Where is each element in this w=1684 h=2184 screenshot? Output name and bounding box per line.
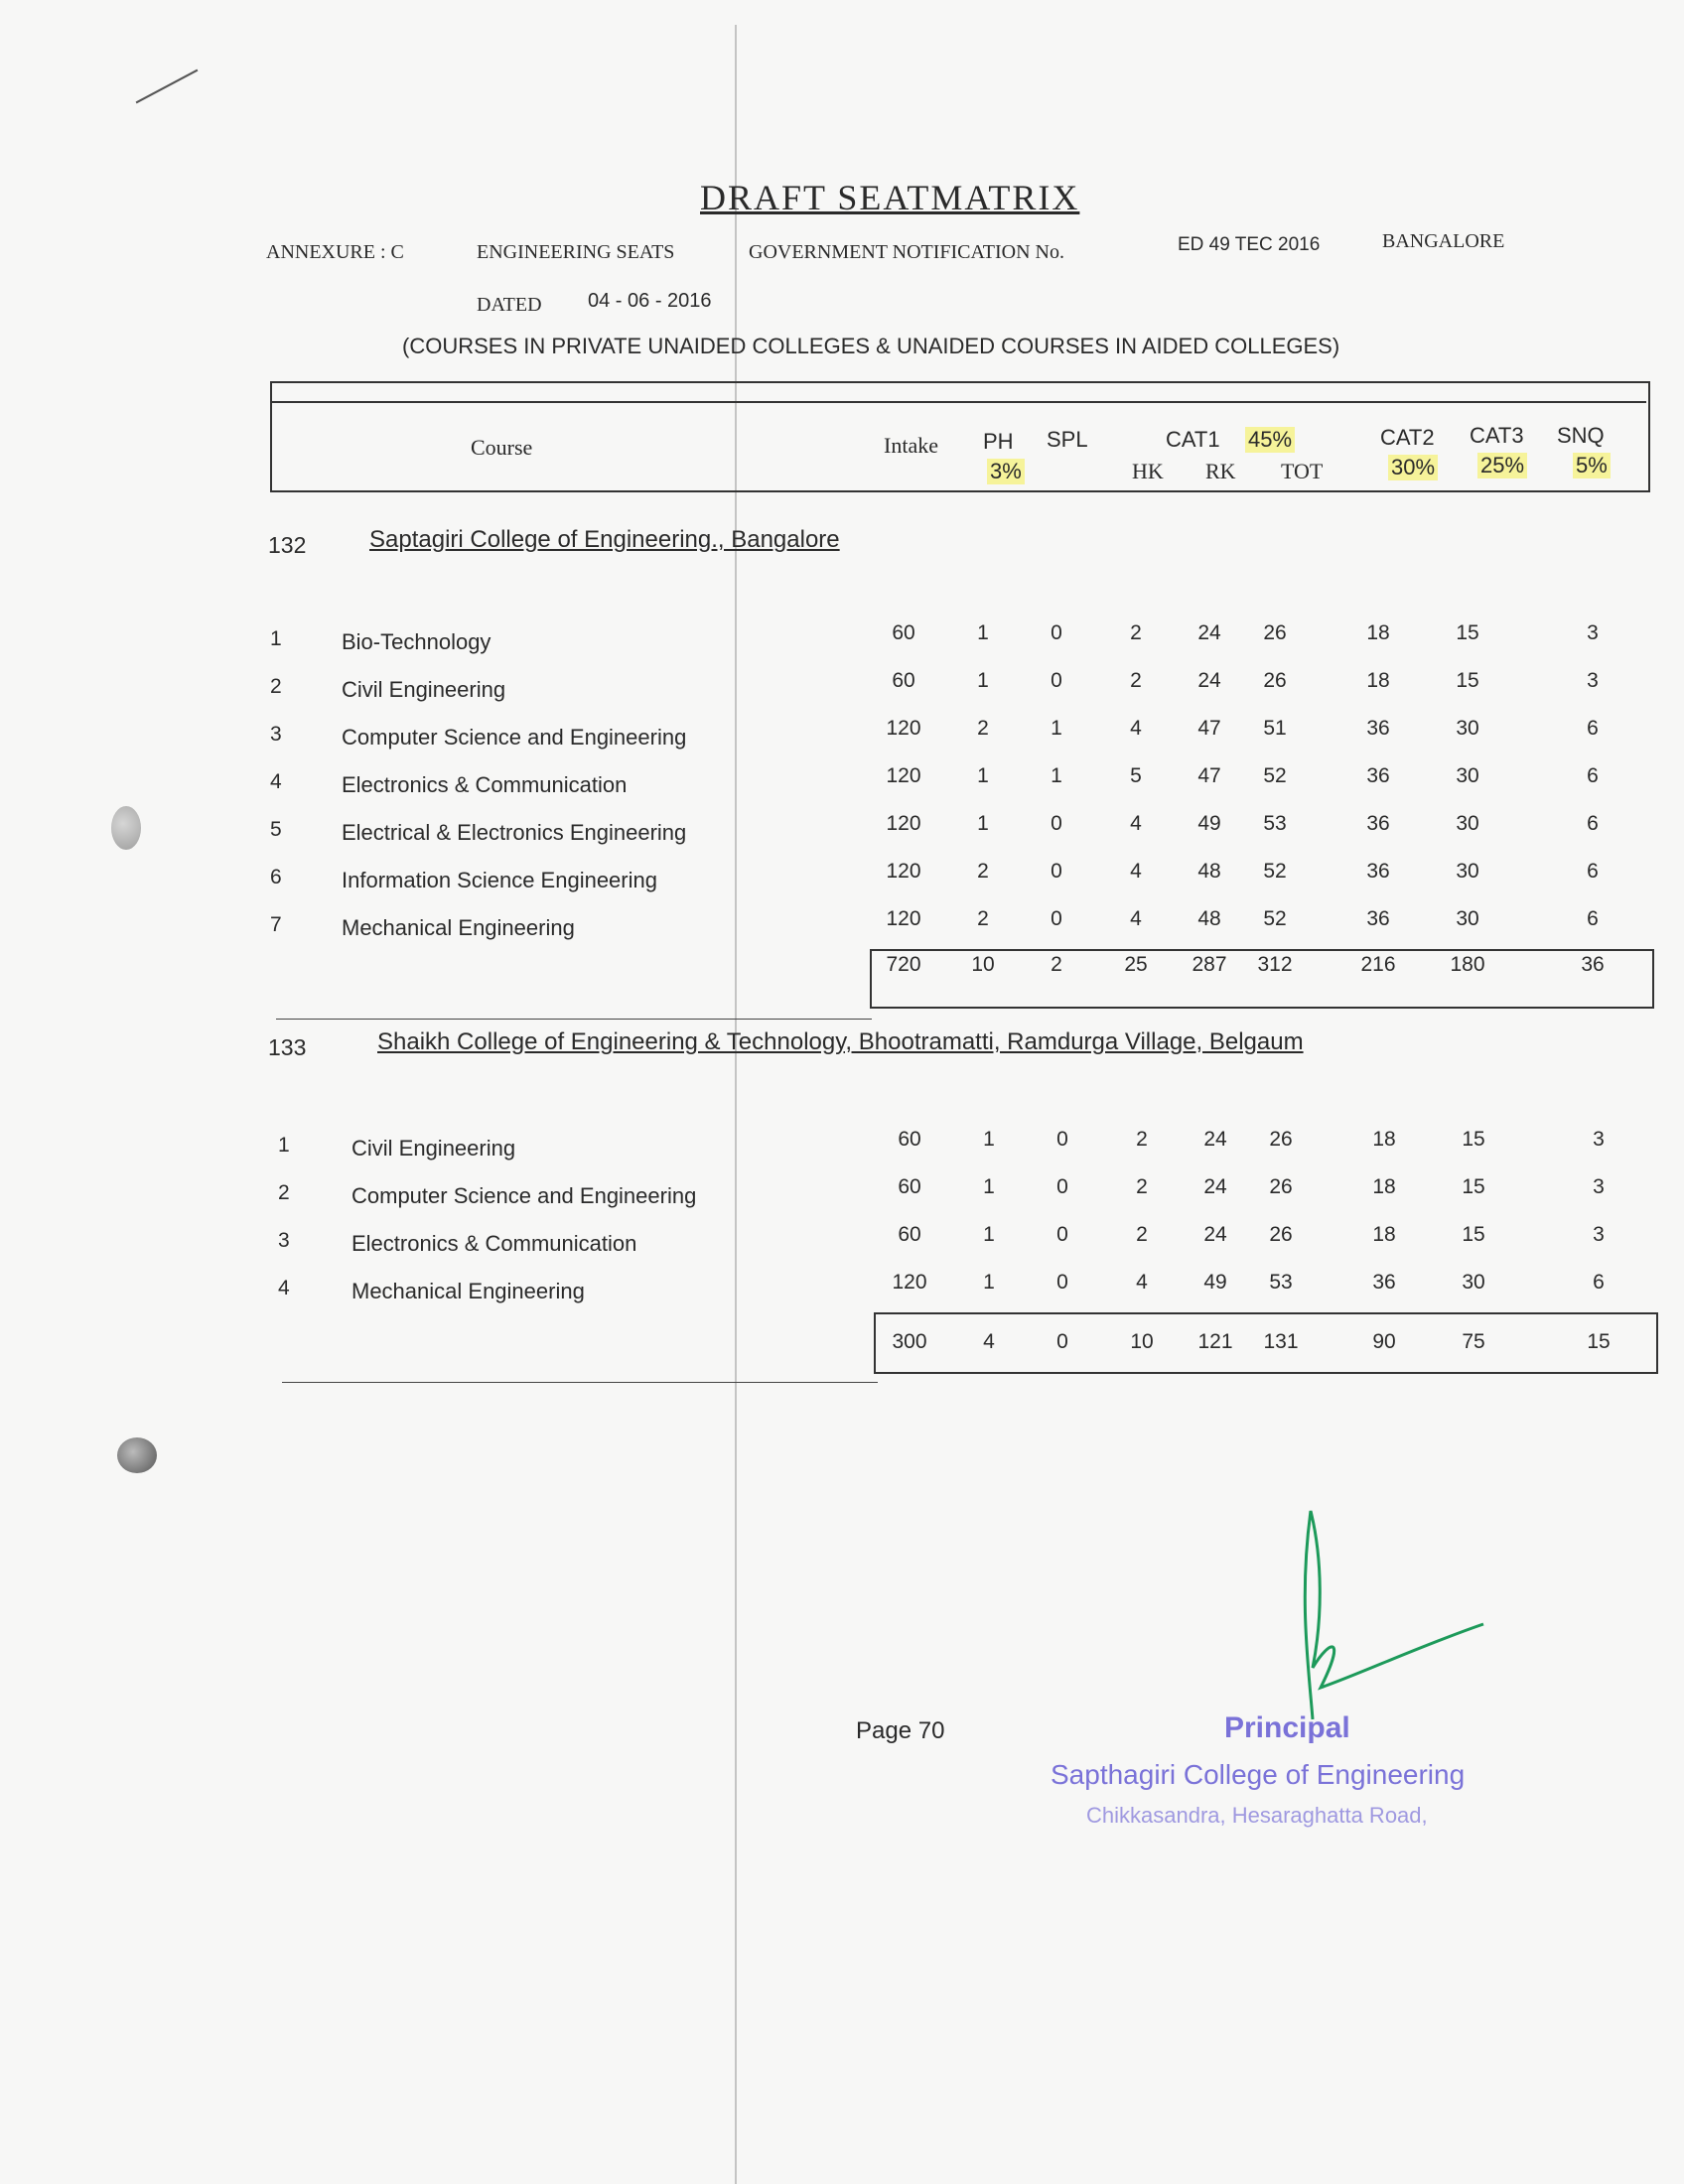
stamp-title: Principal — [1224, 1711, 1350, 1744]
cell-cat3: 30 — [1456, 860, 1479, 883]
cell-cat2: 36 — [1372, 1271, 1396, 1294]
cell-cat2: 18 — [1372, 1223, 1396, 1246]
cell-snq: 3 — [1593, 1223, 1605, 1246]
total-rk: 287 — [1192, 953, 1227, 976]
header-cat3-pct: 25% — [1477, 453, 1527, 478]
cell-tot: 52 — [1263, 764, 1287, 787]
cell-ph: 1 — [983, 1128, 995, 1151]
course-name: Mechanical Engineering — [351, 1279, 585, 1303]
college-name: Shaikh College of Engineering & Technology, Bhootramatti, Ramdurga Village, Belgaum — [377, 1028, 1304, 1055]
cell-intake: 120 — [886, 812, 921, 835]
total-intake: 720 — [886, 953, 921, 976]
total-tot: 312 — [1257, 953, 1293, 976]
header-spl: SPL — [1047, 427, 1088, 452]
cell-cat2: 18 — [1366, 621, 1390, 644]
cell-rk: 48 — [1197, 907, 1221, 930]
row-number: 6 — [270, 866, 282, 888]
cell-snq: 6 — [1587, 907, 1599, 930]
header-cat2-pct: 30% — [1388, 455, 1438, 480]
cell-rk: 24 — [1197, 669, 1221, 692]
cell-snq: 3 — [1593, 1128, 1605, 1151]
cell-hk: 5 — [1130, 764, 1142, 787]
cell-ph: 1 — [977, 669, 989, 692]
cell-hk: 2 — [1136, 1175, 1148, 1198]
cell-hk: 2 — [1130, 669, 1142, 692]
principal-signature — [1251, 1499, 1499, 1727]
cell-ph: 1 — [983, 1271, 995, 1294]
cell-rk: 24 — [1203, 1175, 1227, 1198]
total-cat3: 180 — [1450, 953, 1485, 976]
cell-spl: 0 — [1051, 860, 1062, 883]
cell-intake: 60 — [892, 621, 915, 644]
college-name: Saptagiri College of Engineering., Bangalore — [369, 526, 840, 553]
cell-cat3: 15 — [1456, 669, 1479, 692]
cell-tot: 26 — [1263, 669, 1287, 692]
total-ph: 10 — [971, 953, 995, 976]
row-number: 5 — [270, 818, 282, 841]
cell-hk: 4 — [1130, 812, 1142, 835]
annexure-label: ANNEXURE : C — [266, 241, 404, 263]
stamp-college: Sapthagiri College of Engineering — [1051, 1759, 1466, 1790]
cell-cat2: 36 — [1366, 717, 1390, 740]
course-name: Bio-Technology — [342, 629, 491, 654]
cell-ph: 2 — [977, 717, 989, 740]
row-number: 3 — [278, 1229, 290, 1252]
cell-hk: 2 — [1130, 621, 1142, 644]
cell-tot: 52 — [1263, 860, 1287, 883]
total-rk: 121 — [1197, 1330, 1233, 1353]
course-name: Mechanical Engineering — [342, 915, 575, 940]
header-cat2: CAT2 — [1380, 425, 1435, 450]
cell-intake: 120 — [886, 764, 921, 787]
pen-mark — [136, 69, 199, 104]
cell-snq: 6 — [1587, 717, 1599, 740]
college-code: 132 — [268, 532, 307, 558]
punch-hole-bottom — [117, 1437, 157, 1473]
header-snq: SNQ — [1557, 423, 1605, 448]
cell-rk: 48 — [1197, 860, 1221, 883]
cell-cat2: 36 — [1366, 812, 1390, 835]
cell-ph: 2 — [977, 860, 989, 883]
cell-cat2: 18 — [1372, 1175, 1396, 1198]
cell-cat3: 30 — [1456, 764, 1479, 787]
header-cat1: CAT1 — [1166, 427, 1220, 452]
cell-spl: 0 — [1056, 1175, 1068, 1198]
cell-cat2: 18 — [1372, 1128, 1396, 1151]
cell-rk: 24 — [1203, 1223, 1227, 1246]
cell-cat3: 30 — [1456, 812, 1479, 835]
cell-spl: 0 — [1056, 1271, 1068, 1294]
college-code: 133 — [268, 1034, 307, 1060]
cell-spl: 0 — [1051, 907, 1062, 930]
course-name: Computer Science and Engineering — [351, 1183, 697, 1208]
cell-cat3: 30 — [1456, 717, 1479, 740]
cell-tot: 52 — [1263, 907, 1287, 930]
cell-rk: 47 — [1197, 717, 1221, 740]
course-name: Electrical & Electronics Engineering — [342, 820, 687, 845]
cell-snq: 6 — [1587, 764, 1599, 787]
stamp-address: Chikkasandra, Hesaraghatta Road, — [1086, 1803, 1428, 1828]
cell-cat2: 36 — [1366, 764, 1390, 787]
section-rule — [276, 1019, 872, 1020]
cell-rk: 24 — [1197, 621, 1221, 644]
cell-rk: 49 — [1203, 1271, 1227, 1294]
document-subtitle: (COURSES IN PRIVATE UNAIDED COLLEGES & UNAIDED COURSES IN AIDED COLLEGES) — [402, 334, 1340, 358]
total-snq: 36 — [1581, 953, 1605, 976]
cell-snq: 6 — [1587, 812, 1599, 835]
cell-cat2: 36 — [1366, 907, 1390, 930]
cell-spl: 0 — [1051, 621, 1062, 644]
row-number: 4 — [270, 770, 282, 793]
header-tot: TOT — [1281, 459, 1324, 483]
cell-tot: 26 — [1263, 621, 1287, 644]
cell-tot: 26 — [1269, 1175, 1293, 1198]
cell-tot: 51 — [1263, 717, 1287, 740]
cell-hk: 2 — [1136, 1223, 1148, 1246]
header-intake: Intake — [884, 433, 938, 458]
total-spl: 0 — [1056, 1330, 1068, 1353]
engineering-seats-label: ENGINEERING SEATS — [477, 241, 675, 263]
header-snq-pct: 5% — [1573, 453, 1611, 478]
cell-cat2: 18 — [1366, 669, 1390, 692]
course-name: Information Science Engineering — [342, 868, 657, 892]
cell-snq: 6 — [1593, 1271, 1605, 1294]
cell-spl: 0 — [1056, 1128, 1068, 1151]
total-snq: 15 — [1587, 1330, 1611, 1353]
total-cat2: 216 — [1360, 953, 1396, 976]
cell-ph: 1 — [977, 812, 989, 835]
course-name: Electronics & Communication — [351, 1231, 637, 1256]
cell-tot: 53 — [1263, 812, 1287, 835]
header-rk: RK — [1205, 459, 1236, 483]
city-label: BANGALORE — [1382, 230, 1505, 252]
cell-tot: 53 — [1269, 1271, 1293, 1294]
total-tot: 131 — [1263, 1330, 1299, 1353]
header-cat1-pct: 45% — [1245, 427, 1295, 453]
cell-cat2: 36 — [1366, 860, 1390, 883]
cell-hk: 4 — [1130, 717, 1142, 740]
header-ph: PH — [983, 429, 1014, 454]
cell-tot: 26 — [1269, 1223, 1293, 1246]
row-number: 1 — [270, 627, 282, 650]
cell-ph: 1 — [977, 621, 989, 644]
cell-cat3: 30 — [1462, 1271, 1485, 1294]
header-cat3: CAT3 — [1470, 423, 1524, 448]
cell-spl: 0 — [1051, 812, 1062, 835]
total-hk: 25 — [1124, 953, 1148, 976]
cell-cat3: 15 — [1456, 621, 1479, 644]
cell-intake: 120 — [886, 717, 921, 740]
cell-cat3: 15 — [1462, 1128, 1485, 1151]
total-cat2: 90 — [1372, 1330, 1396, 1353]
cell-snq: 3 — [1593, 1175, 1605, 1198]
cell-cat3: 15 — [1462, 1175, 1485, 1198]
punch-hole-top — [111, 806, 141, 850]
course-name: Electronics & Communication — [342, 772, 628, 797]
row-number: 3 — [270, 723, 282, 746]
cell-cat3: 30 — [1456, 907, 1479, 930]
row-number: 7 — [270, 913, 282, 936]
course-name: Civil Engineering — [351, 1136, 516, 1160]
cell-cat3: 15 — [1462, 1223, 1485, 1246]
cell-rk: 47 — [1197, 764, 1221, 787]
cell-hk: 2 — [1136, 1128, 1148, 1151]
cell-hk: 4 — [1130, 860, 1142, 883]
cell-intake: 120 — [892, 1271, 927, 1294]
row-number: 1 — [278, 1134, 290, 1157]
table-header-divider — [270, 401, 1646, 403]
header-ph-pct: 3% — [987, 459, 1025, 484]
row-number: 4 — [278, 1277, 290, 1299]
cell-spl: 1 — [1051, 717, 1062, 740]
section-rule — [282, 1382, 878, 1383]
total-intake: 300 — [892, 1330, 927, 1353]
total-cat3: 75 — [1462, 1330, 1485, 1353]
course-name: Civil Engineering — [342, 677, 506, 702]
dated-label: DATED — [477, 294, 542, 316]
header-hk: HK — [1132, 459, 1164, 483]
cell-intake: 60 — [892, 669, 915, 692]
cell-snq: 3 — [1587, 621, 1599, 644]
cell-spl: 0 — [1056, 1223, 1068, 1246]
page-number: Page 70 — [856, 1717, 945, 1744]
cell-intake: 60 — [898, 1128, 921, 1151]
cell-intake: 60 — [898, 1175, 921, 1198]
cell-intake: 60 — [898, 1223, 921, 1246]
cell-tot: 26 — [1269, 1128, 1293, 1151]
cell-spl: 1 — [1051, 764, 1062, 787]
total-hk: 10 — [1130, 1330, 1154, 1353]
course-name: Computer Science and Engineering — [342, 725, 687, 750]
cell-intake: 120 — [886, 860, 921, 883]
cell-ph: 1 — [977, 764, 989, 787]
cell-rk: 49 — [1197, 812, 1221, 835]
dated-value: 04 - 06 - 2016 — [588, 290, 712, 312]
header-course: Course — [471, 435, 533, 460]
cell-spl: 0 — [1051, 669, 1062, 692]
cell-rk: 24 — [1203, 1128, 1227, 1151]
cell-ph: 1 — [983, 1223, 995, 1246]
row-number: 2 — [278, 1181, 290, 1204]
cell-snq: 6 — [1587, 860, 1599, 883]
cell-intake: 120 — [886, 907, 921, 930]
document-title: DRAFT SEATMATRIX — [700, 178, 1080, 217]
cell-hk: 4 — [1130, 907, 1142, 930]
cell-hk: 4 — [1136, 1271, 1148, 1294]
total-ph: 4 — [983, 1330, 995, 1353]
total-spl: 2 — [1051, 953, 1062, 976]
cell-ph: 1 — [983, 1175, 995, 1198]
cell-ph: 2 — [977, 907, 989, 930]
notification-label: GOVERNMENT NOTIFICATION No. — [749, 241, 1064, 263]
notification-number: ED 49 TEC 2016 — [1178, 234, 1321, 255]
cell-snq: 3 — [1587, 669, 1599, 692]
row-number: 2 — [270, 675, 282, 698]
